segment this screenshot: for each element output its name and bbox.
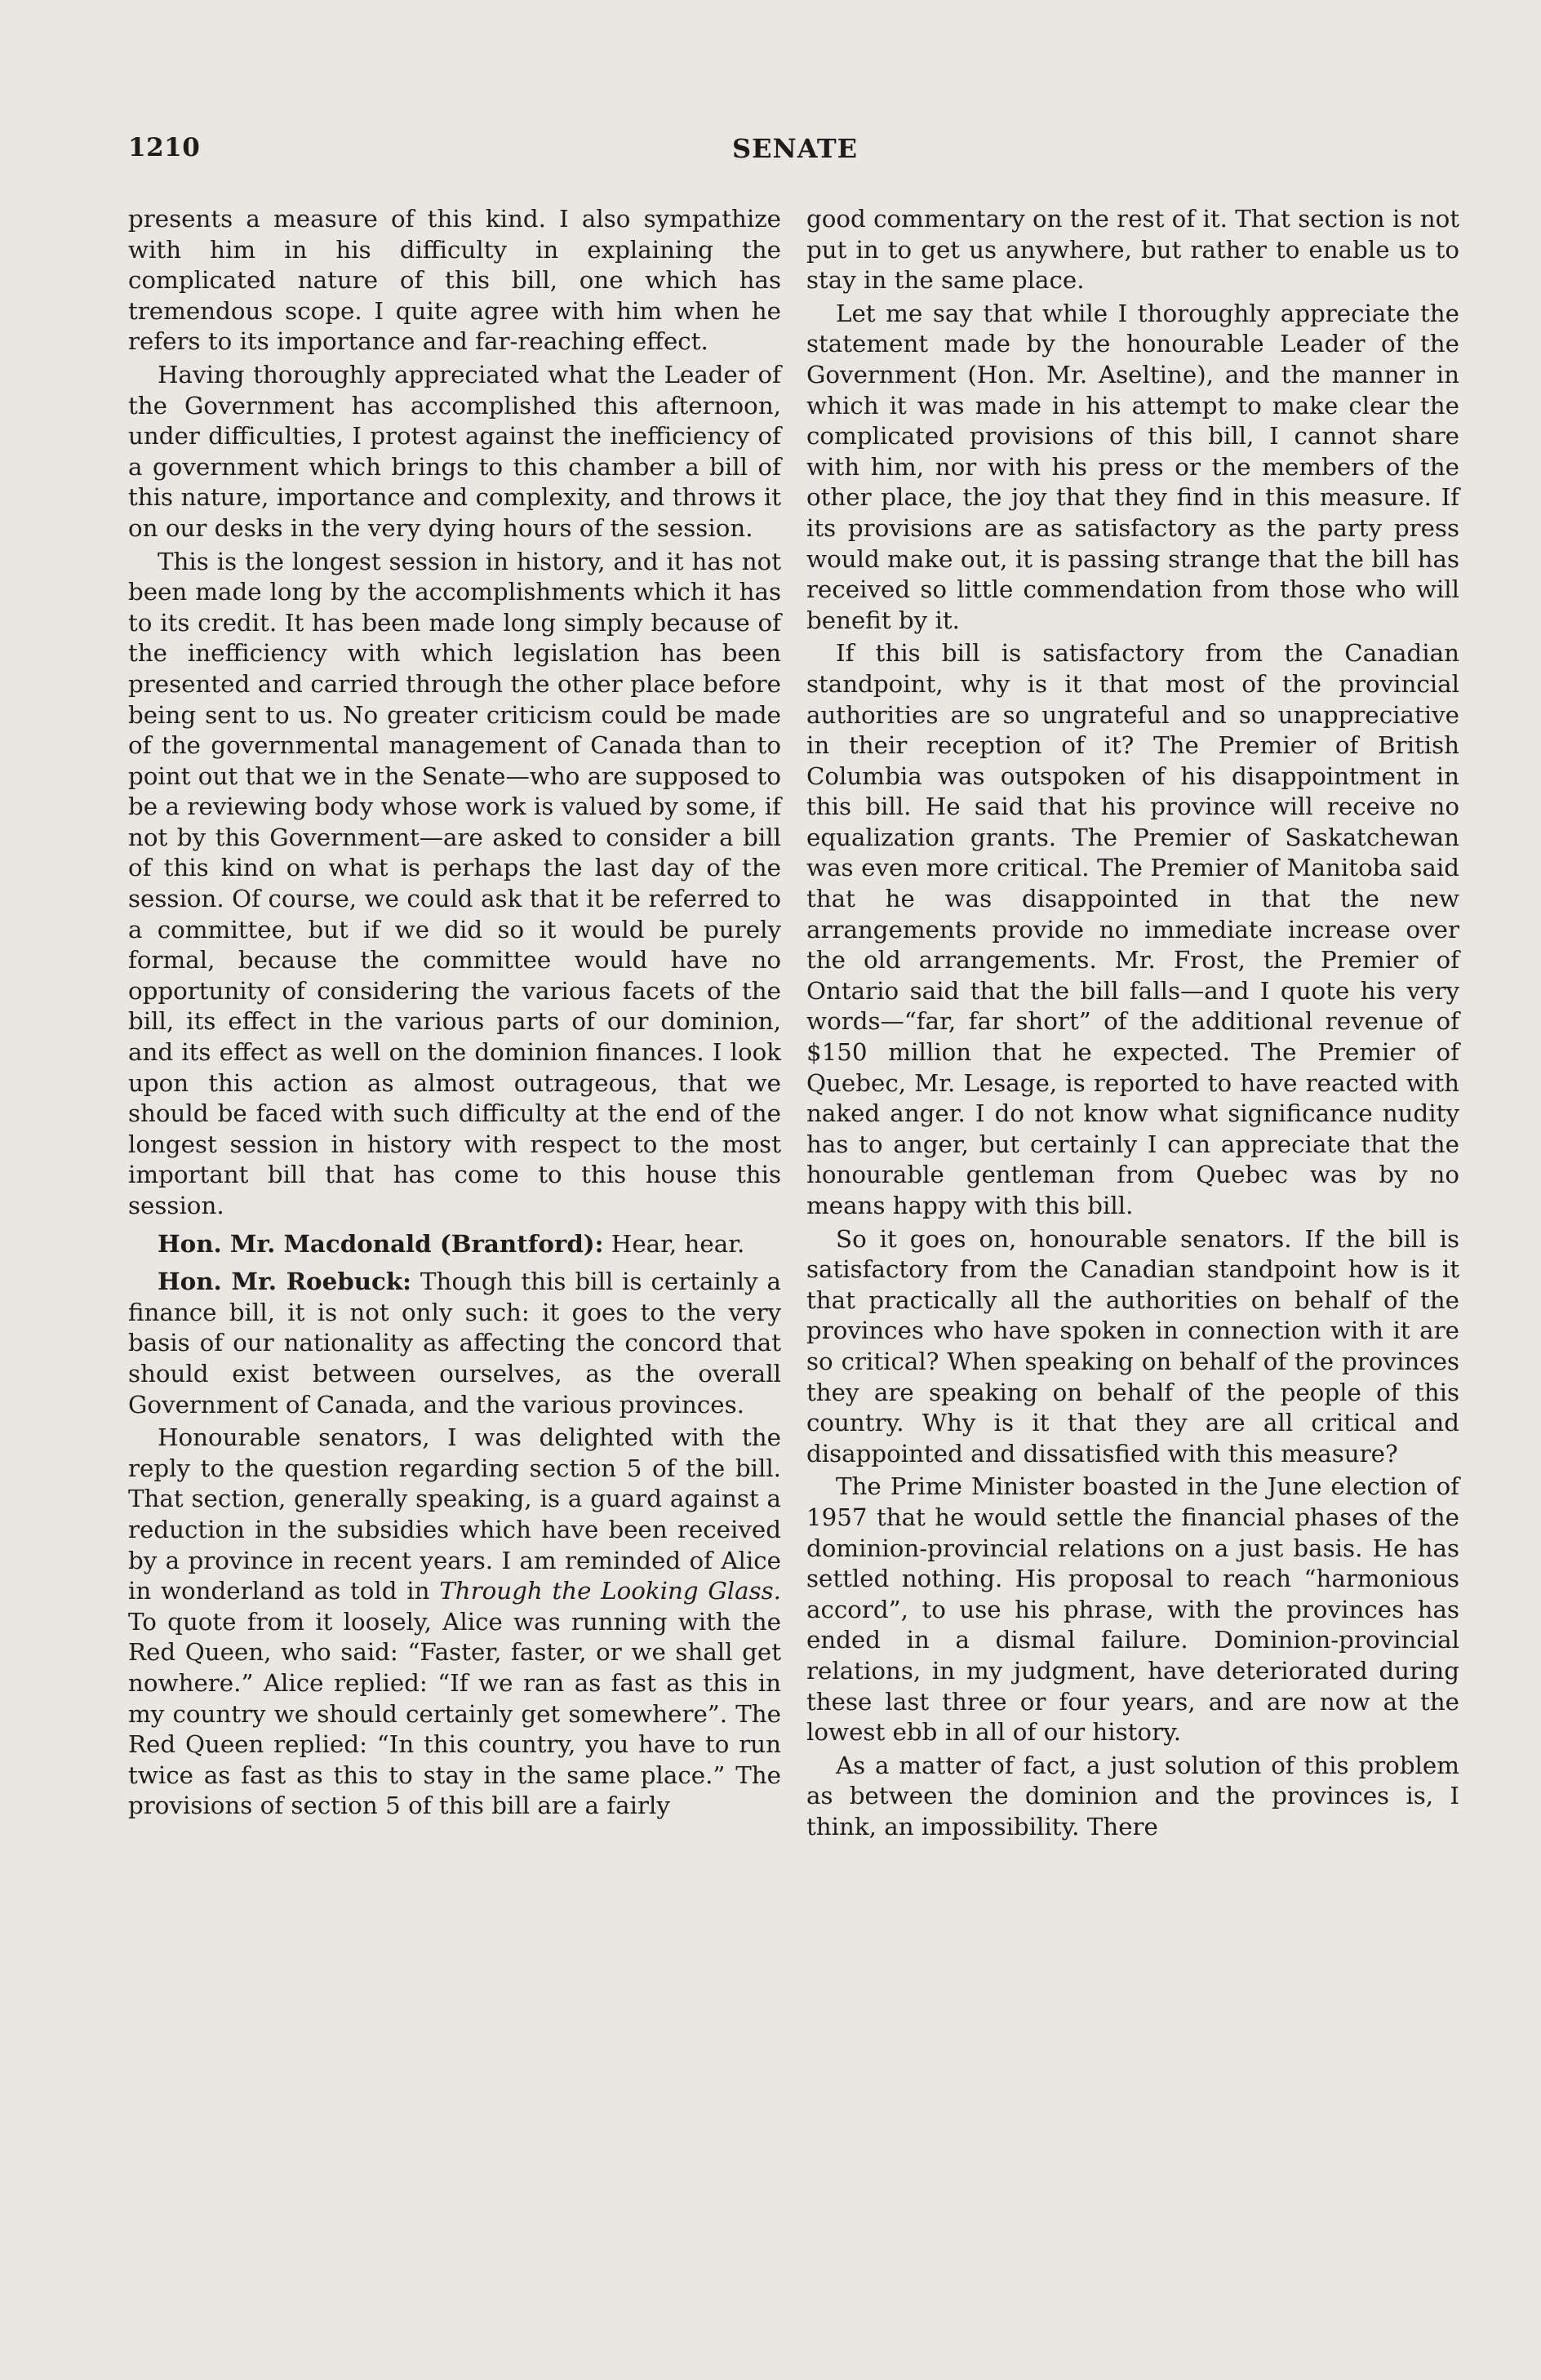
speech-text: Hear, hear. — [603, 1229, 745, 1258]
book-title: Through the Looking Glass. — [439, 1577, 781, 1605]
paragraph: good commentary on the rest of it. That section is not put in to get us anywhere, but rather to enable us to stay in the same place. — [806, 205, 1459, 295]
right-column — [806, 204, 1459, 1845]
paragraph: This is the longest session in history, and it has not been made long by the accomplishments which it has to its credit. It has been made long simply because of the inefficiency with which legislation has been presented and carried through the other place before being sent to us. No greater criticism could be made of the governmental management of Canada than to point out that we in the Senate—who are supposed to be a reviewing body whose work is valued by some, if not by this Government—are asked to consider a bill of this kind on what is perhaps the last day of the session. Of course, we could ask that it be referred to a committee, but if we did so it would be purely formal, because the committee would have no opportunity of considering the various facets of the bill, its effect in the various parts of our dominion, and its effect as well on the dominion finances. I look upon this action as almost outrageous, that we should be faced with such difficulty at the end of the longest session in history with respect to the most important bill that has come to this house this session. — [128, 547, 781, 1219]
speech-paragraph — [128, 1228, 781, 1260]
paragraph: So it goes on, honourable senators. If the bill is satisfactory from the Canadian standpoint how is it that practically all the authorities on behalf of the provinces who have spoken in connection with it are so critical? When speaking on behalf of the provinces they are speaking on behalf of the people of this country. Why is it that they are all critical and disappointed and dissatisfied with this measure? — [806, 1224, 1459, 1468]
paragraph-text: To quote from it loosely, Alice was running with the Red Queen, who said: “Faster, faster, or we shall get nowhere.” Alice replied: “If we ran as fast as this in my country we should certainly get somewhere”. The Red Queen replied: “In this country, you have to run twice as fast as this to stay in the same place.” The provisions of section 5 of this bill are a fairly — [128, 1607, 781, 1820]
paragraph: Having thoroughly appreciated what the Leader of the Government has accomplished this afternoon, under difficulties, I protest against the inefficiency of a government which brings to this chamber a bill of this nature, importance and complexity, and throws it on our desks in the very dying hours of the session. — [128, 360, 781, 542]
speaker-name: Hon. Mr. Roebuck: — [158, 1267, 411, 1296]
paragraph: Let me say that while I thoroughly appreciate the statement made by the honourable Leader of the Government (Hon. Mr. Aseltine), and the manner in which it was made in his attempt to make clear the complicated provisions of this bill, I cannot share with him, nor with his press or the members of the other place, the joy that they find in this measure. If its provisions are as satisfactory as the party press would make out, it is passing strange that the bill has received so little commendation from those who will benefit by it. — [806, 299, 1459, 634]
page-number: 1210 — [128, 133, 201, 162]
speech-paragraph — [128, 1266, 781, 1420]
paragraph: The Prime Minister boasted in the June election of 1957 that he would settle the financial phases of the dominion-provincial relations on a just basis. He has settled nothing. His proposal to reach “harmonious accord”, to use his phrase, with the provinces has ended in a dismal failure. Dominion-provincial relations, in my judgment, have deteriorated during these last three or four years, and are now at the lowest ebb in all of our history. — [806, 1472, 1459, 1747]
paragraph: presents a measure of this kind. I also sympathize with him in his difficulty in explaining the complicated nature of this bill, one which has tremendous scope. I quite agree with him when he refers to its importance and far-reaching effect. — [128, 205, 781, 356]
running-head: SENATE — [731, 133, 859, 164]
speech-text: Though this bill is certainly a finance bill, it is not only such: it goes to the very basis of our nationality as affecting the concord that should exist between ourselves, as the overall Government of Canada, and the various provinces. — [128, 1268, 781, 1419]
paragraph — [128, 1423, 781, 1822]
speaker-name: Hon. Mr. Macdonald (Brantford): — [158, 1228, 604, 1258]
paragraph-text: Honourable senators, I was delighted with the reply to the question regarding section 5 of the bill. That section, generally speaking, is a guard against a reduction in the subsidies which have been received by a province in recent years. I am reminded of Alice in wonderland as told in — [128, 1423, 781, 1605]
paragraph: If this bill is satisfactory from the Canadian standpoint, why is it that most of the provincial authorities are so ungrateful and so unappreciative in their reception of it? The Premier of British Columbia was outspoken of his disappointment in this bill. He said that his province will receive no equalization grants. The Premier of Saskatchewan was even more critical. The Premier of Manitoba said that he was disappointed in that the new arrangements provide no immediate increase over the old arrangements. Mr. Frost, the Premier of Ontario said that the bill falls—and I quote his very words—“far, far short” of the additional revenue of $150 million that he expected. The Premier of Quebec, Mr. Lesage, is reported to have reacted with naked anger. I do not know what significance nudity has to anger, but certainly I can appreciate that the honourable gentleman from Quebec was by no means happy with this bill. — [806, 639, 1459, 1219]
page-header — [128, 133, 1462, 174]
left-column — [128, 204, 781, 1824]
paragraph: As a matter of fact, a just solution of this problem as between the dominion and the provinces is, I think, an impossibility. There — [806, 1751, 1459, 1841]
